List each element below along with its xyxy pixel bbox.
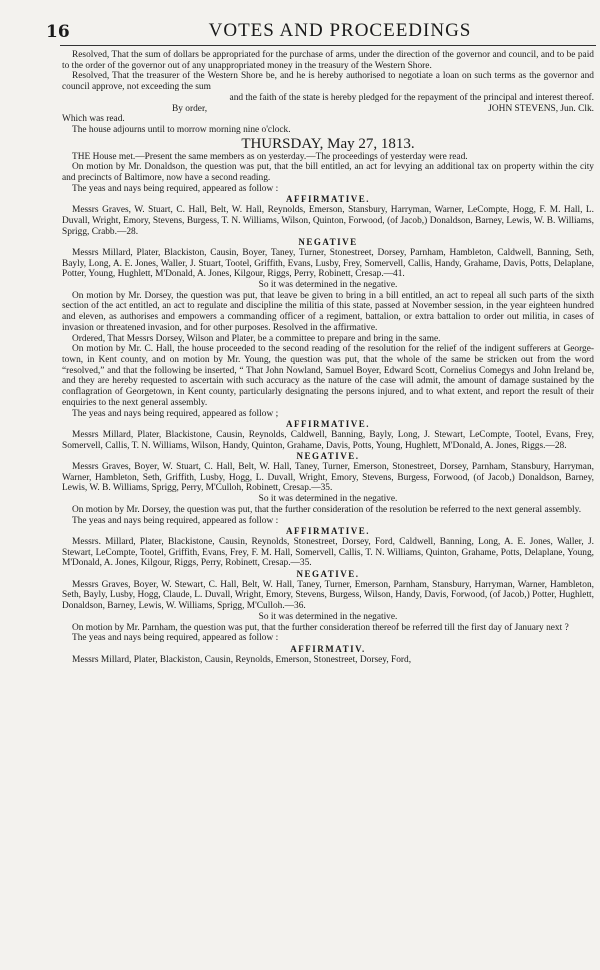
page-number: 16 — [46, 22, 70, 42]
which-read: Which was read. — [62, 114, 125, 125]
motion-dorsey-1: On motion by Mr. Dorsey, the question was put, that leave be given to bring in a bill entitled, an act to repeal all such parts of the sixth section of the act entitled, an act to regulate and discipline the militia of this state, passed at November session, in the year eighteen hundred and eleven, as authorises and empowers a commanding officer of a regiment, battalion, or extra battalion to order out militia, in cases of invasion or threatened invasion, and for other purposes. Resolved in the affirmative. — [62, 290, 594, 333]
determination-3: So it was determined in the negative. — [258, 611, 398, 622]
affirmative-list-3: Messrs. Millard, Plater, Blackistone, Causin, Reynolds, Stonestreet, Dorsey, Ford, Caldwell, Banning, Long, A. E. Jones, Waller, J. Stewart, LeCompte, Tootel, Griffith, Evans, Frey, F. M. Hall, Somervell, Callis, T. N. Williams, Quinton, Grahame, Potts, Delaplane, Young, M'Donald, A. Jones, Kilgour, Riggs, Perry, Robinett, Cresap.—35. — [62, 536, 594, 569]
motion-donaldson: On motion by Mr. Donaldson, the question was put, that the bill entitled, an act for levying an additional tax on property within the city and precincts of Baltimore, now have a second reading. — [62, 162, 594, 184]
adjournment: The house adjourns until to morrow morning nine o'clock. — [72, 124, 291, 135]
affirmative-list-1: Messrs Graves, W. Stuart, C. Hall, Belt, W. Hall, Reynolds, Emerson, Stansbury, Harryman, Warner, LeCompte, Hogg, F. M. Hall, L. Duvall, Wright, Emory, Stevens, Burgess, T. N. Williams, Wilson, Quinton, Forwood, (of Jacob,) Donaldson, Barney, Lewis, W. B. Williams, Sprigg, Crabb.—28. — [62, 205, 594, 237]
affirmative-heading-2: AFFIRMATIVE. — [285, 419, 371, 430]
day-heading: THURSDAY, May 27, 1813. — [241, 135, 415, 152]
negative-heading-2: NEGATIVE. — [296, 451, 360, 462]
negative-heading-3: NEGATIVE. — [296, 569, 360, 580]
determination-2: So it was determined in the negative. — [258, 494, 398, 505]
negative-list-2: Messrs Graves, Boyer, W. Stuart, C. Hall, Belt, W. Hall, Taney, Turner, Emerson, Stonestreet, Dorsey, Parnham, Stansbury, Harryman, Warner, Hambleton, Seth, Griffith, Lusby, Hogg, L. Duvall, Wright, Emory, Stevens, Burgess, Forwood, (of Jacob,) Donaldson, Barney, Lewis, W. B. Williams, Sprigg, Perry, M'Culloh, Robinett, Cresap.—35. — [62, 462, 594, 494]
affirmative-heading-1: AFFIRMATIVE. — [285, 194, 371, 205]
page-body — [62, 50, 594, 665]
resolution-loan: Resolved, That the treasurer of the Western Shore be, and he is hereby authorised to negotiate a loan on such terms as the governor and council approve, not exceeding the sum — [62, 71, 594, 93]
motion-c-hall: On motion by Mr. C. Hall, the house proceeded to the second reading of the resolution for the relief of the indigent sufferers at George-town, in Kent county, and on motion by Mr. Young, the question was put, that the whole of the same be stricken out from the word “resolved,” and that the following be inserted, “ That John Nowland, Samuel Boyer, Edward Scott, Cornelius Comegys and John Ireland be, and they are hereby requested to ascertain with such accuracy as the nature of the case will admit, the amount of damage sustained by the conflagration of Georgetown, in Kent county, particularly designating the persons injured, and to what extent, and report the result of their enquiries to the next general assembly. — [62, 344, 594, 408]
yeas-nays-3: The yeas and nays being required, appeared as follow : — [72, 515, 279, 526]
resolution-loan-continued: and the faith of the state is hereby pledged for the repayment of the principal and interest thereof. — [229, 92, 594, 103]
running-head: VOTES AND PROCEEDINGS — [208, 20, 472, 41]
affirmative-list-2: Messrs Millard, Plater, Blackistone, Causin, Reynolds, Caldwell, Banning, Bayly, Long, J. Stewart, LeCompte, Tootel, Evans, Frey, Somervell, Callis, T. N. Williams, Wilson, Handy, Quinton, Grahame, Davis, Potts, Young, Hughlett, M'Donald, A. Jones, Riggs.—28. — [62, 429, 594, 451]
clerk-signature: JOHN STEVENS, Jun. Clk. — [488, 103, 594, 114]
yeas-nays-2: The yeas and nays being required, appeared as follow ; — [72, 408, 279, 419]
affirmative-list-4: Messrs Millard, Plater, Blackiston, Causin, Reynolds, Emerson, Stonestreet, Dorsey, Ford, — [72, 654, 412, 665]
affirmative-heading-4: AFFIRMATIV. — [290, 643, 366, 654]
resolution-arms: Resolved, That the sum of dollars be appropriated for the purchase of arms, under the direction of the governor and council, and to be paid to the order of the governor out of any unappropriated money in the treasury of the Western Shore. — [62, 50, 594, 71]
yeas-nays-1: The yeas and nays being required, appeared as follow : — [72, 183, 279, 194]
motion-parnham: On motion by Mr. Parnham, the question was put, that the further consideration thereof be referred till the first day of January next ? — [72, 622, 569, 633]
by-order: By order, — [172, 103, 208, 114]
negative-heading-1: NEGATIVE — [298, 237, 358, 248]
ordered-committee: Ordered, That Messrs Dorsey, Wilson and Plater, be a committee to prepare and bring in the same. — [72, 333, 441, 344]
header-rule — [60, 45, 596, 46]
negative-list-3: Messrs Graves, Boyer, W. Stewart, C. Hall, Belt, W. Hall, Taney, Turner, Emerson, Parnham, Stansbury, Harryman, Warner, Hambleton, Seth, Bayly, Lusby, Hogg, Claude, L. Duvall, Wright, Emory, Stevens, Burgess, Wilson, Handy, Davis, Forwood, (of Jacob,) Potter, Hughlett, Donaldson, Barney, Lewis, W. Williams, Sprigg, M'Culloh.—36. — [62, 579, 594, 612]
motion-dorsey-2: On motion by Mr. Dorsey, the question was put, that the further consideration of the resolution be referred to the next general assembly. — [72, 504, 582, 515]
determination-1: So it was determined in the negative. — [258, 280, 398, 291]
house-met: THE House met.—Present the same members as on yesterday.—The proceedings of yesterday were read. — [72, 151, 468, 162]
affirmative-heading-3: AFFIRMATIVE. — [285, 526, 371, 537]
negative-list-1: Messrs Millard, Plater, Blackiston, Causin, Boyer, Taney, Turner, Stonestreet, Dorsey, Parnham, Hambleton, Caldwell, Banning, Seth, Bayly, Long, A. E. Jones, Waller, J. Stuart, Tootel, Griffith, Evans, Lusby, Frey, Somervell, Callis, Handy, Grahame, Davis, Potts, Delaplane, Potter, Young, Hughlett, M'Donald, A. Jones, Kilgour, Riggs, Perry, Robinett, Cresap.—41. — [62, 247, 594, 280]
yeas-nays-4: The yeas and nays being required, appeared as follow : — [72, 633, 279, 644]
signature-line — [62, 104, 594, 115]
